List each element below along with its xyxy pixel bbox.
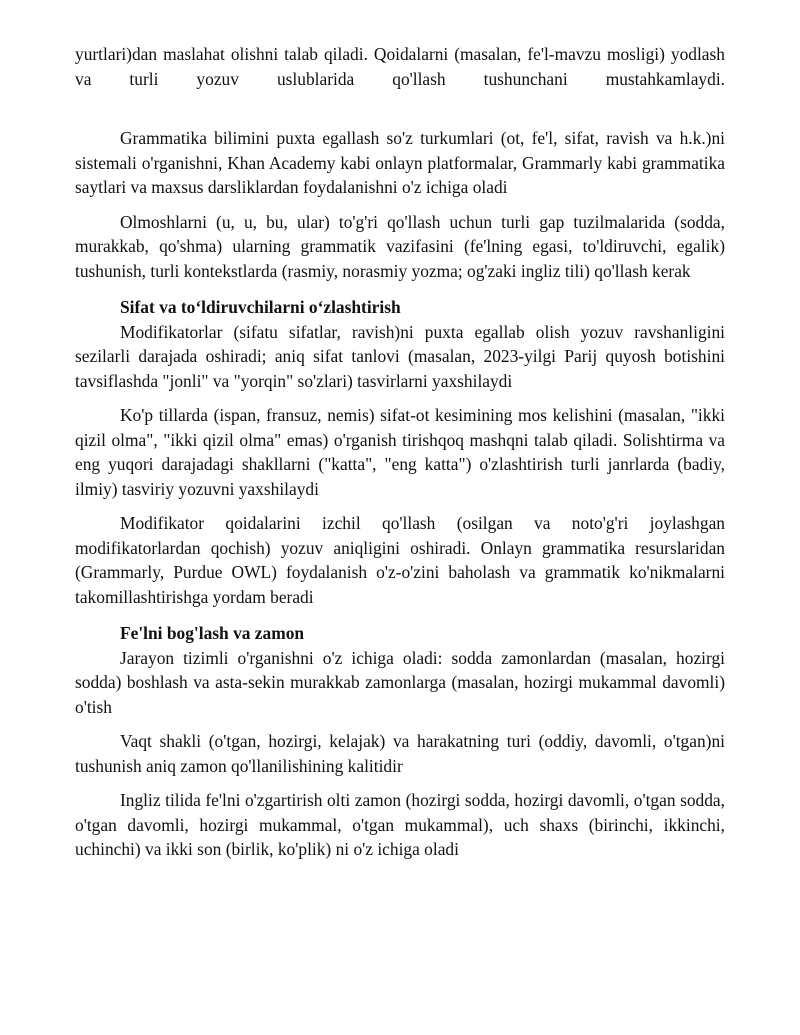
paragraph-conjugation: Ingliz tilida fe'lni o'zgartirish olti zamon (hozirgi sodda, hozirgi davomli, o'tgan sodda, o'tgan davomli, hozirgi mukammal, o'tgan mukammal), uch shaxs (birinchi, ikkinchi, uchinchi) va ikki son (birlik, ko'plik) ni o'z ichiga oladi	[75, 790, 725, 859]
paragraph-agreement: Ko'p tillarda (ispan, fransuz, nemis) sifat-ot kesimining mos kelishini (masalan, "ikki qizil olma", "ikki qizil olma" emas) o'rganish tirishqoq mashqni talab qiladi. Solishtirma va eng yuqori darajadagi shakllarni ("katta", "eng katta") o'zlashtirish turli janrlarda (badiy, ilmiy) tasviriy yozuvni yaxshilaydi	[75, 405, 725, 499]
paragraph-continuation: yurtlari)dan maslahat olishni talab qiladi. Qoidalarni (masalan, fe'l-mavzu mosligi) yodlash va turli yozuv uslublarida qo'llash tushunchani mustahkamlaydi.	[75, 44, 725, 89]
paragraph-grammar-mastery: Grammatika bilimini puxta egallash so'z turkumlari (ot, fe'l, sifat, ravish va h.k.)ni sistemali o'rganishni, Khan Academy kabi onlayn platformalar, Grammarly kabi grammatika saytlari va maxsus darsliklardan foydalanishni o'z ichiga oladi	[75, 128, 725, 197]
section-heading-verb-tense: Fe'lni bog'lash va zamon	[120, 623, 305, 643]
paragraph-modifier-rules: Modifikator qoidalarini izchil qo'llash (osilgan va noto'g'ri joylashgan modifikatorlardan qochish) yozuv aniqligini oshiradi. Onlayn grammatika resurslaridan (Grammarly, Purdue OWL) foydalanish o'z-o'zini baholash va grammatik ko'nikmalarni takomillashtirishga yordam beradi	[75, 513, 725, 607]
section-heading-modifiers: Sifat va to‘ldiruvchilarni o‘zlashtirish	[120, 297, 401, 317]
paragraph-modifiers: Modifikatorlar (sifatu sifatlar, ravish)ni puxta egallab olish yozuv ravshanligini sezilarli darajada oshiradi; aniq sifat tanlovi (masalan, 2023-yilgi Parij quyosh botishini tavsiflashda "jonli" va "yorqin" so'zlari) tasvirlarni yaxshilaydi	[75, 321, 725, 391]
paragraph-pronouns: Olmoshlarni (u, u, bu, ular) to'g'ri qo'llash uchun turli gap tuzilmalarida (sodda, murakkab, qo'shma) ularning grammatik vazifasini (fe'lning egasi, to'ldiruvchi, egalik) tushunish, turli kontekstlarda (rasmiy, norasmiy yozma; og'zaki ingliz tili) qo'llash kerak	[75, 211, 725, 281]
paragraph-time-aspect: Vaqt shakli (o'tgan, hozirgi, kelajak) va harakatning turi (oddiy, davomli, o'tgan)ni tushunish aniq zamon qo'llanilishining kalitidir	[75, 731, 725, 776]
paragraph-tense-process: Jarayon tizimli o'rganishni o'z ichiga oladi: sodda zamonlardan (masalan, hozirgi sodda) boshlash va asta-sekin murakkab zamonlarga (masalan, hozirgi mukammal davomli) o'tish	[75, 647, 725, 717]
document-page	[75, 42, 725, 862]
